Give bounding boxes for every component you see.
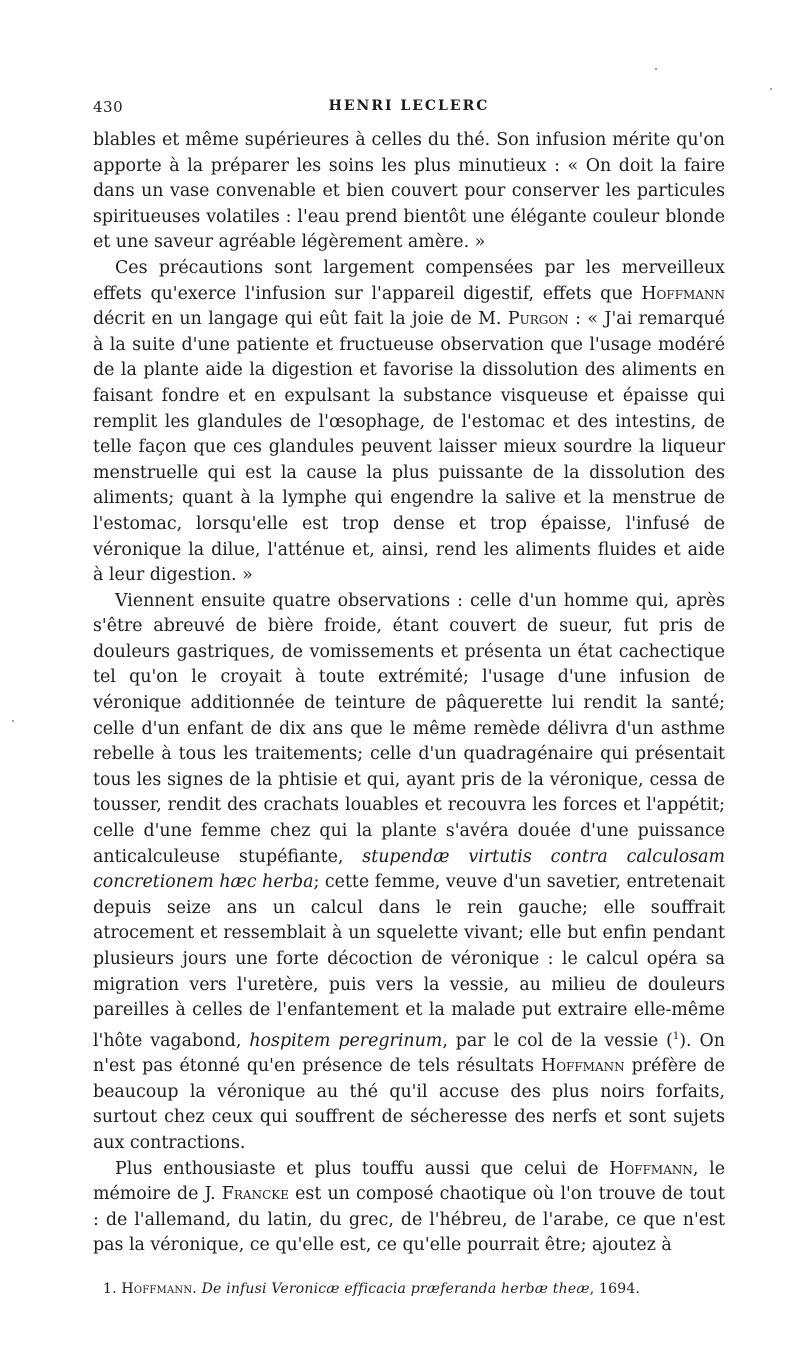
author-name-hoffmann: Hoffmann bbox=[641, 283, 725, 304]
paragraph-3-text-a: Viennent ensuite quatre observations : celle d'un homme qui, après s'être abreuvé de bière froide, étant couvert de sueur, fut pris de douleurs gastriques, de vomissements et présenta un état cachectique tel qu'on le croyait à toute extrémité; l'usage d'une infusion de véronique additionnée de teinture de pâquerette lui rendit la santé; celle d'un enfant de dix ans que le même remède délivra d'un asthme rebelle à tous les traitements; celle d'un quadragénaire qui présentait tous les signes de la phtisie et qui, ayant pris de la véronique, cessa de tousser, rendit des crachats louables et recouvra les forces et l'appétit; celle d'une femme chez qui la plante s'avéra douée d'une puissance anticalculeuse stupéfiante, bbox=[93, 590, 725, 867]
paragraph-3-text-e: préfère de beaucoup la véronique au thé qu'il accuse des plus noirs forfaits, surtout chez ceux qui souffrent de sécheresse des nerfs et sont sujets aux contractions. bbox=[93, 1056, 725, 1153]
paragraph-4 bbox=[93, 1157, 725, 1259]
paragraph-4-text-c: est un composé chaotique où l'on trouve de tout : de l'allemand, du latin, du grec, de l'hébreu, de l'arabe, ce que n'est pas la véronique, ce qu'elle est, ce qu'elle pourrait être; ajoutez à bbox=[93, 1184, 725, 1256]
body-text bbox=[93, 128, 725, 1259]
running-head bbox=[93, 98, 725, 122]
paragraph-3-text-b: ; cette femme, veuve d'un savetier, entretenait depuis seize ans un calcul dans le rein gauche; elle souffrait atrocement et ressemblait à un squelette vivant; elle but enfin pendant plusieurs jours une forte décoction de véronique : le calcul opéra sa migration vers l'uretère, puis vers la vessie, au milieu de douleurs pareilles à celles de l'enfantement et la malade put extraire elle-même l'hôte vagabond, bbox=[93, 872, 725, 1051]
page-number: 430 bbox=[93, 98, 124, 116]
scan-speck bbox=[770, 88, 772, 90]
scan-speck bbox=[655, 68, 657, 70]
paragraph-4-text-a: Plus enthousiaste et plus touffu aussi que celui de bbox=[115, 1158, 610, 1179]
paragraph-2-text-b: décrit en un langage qui eût fait la joie de M. bbox=[93, 309, 508, 330]
footnote-year: , 1694. bbox=[589, 1280, 641, 1297]
book-page bbox=[93, 98, 725, 1299]
footnote-author: Hoffmann. bbox=[121, 1280, 197, 1297]
paragraph-1-text: blables et même supérieures à celles du thé. Son infusion mérite qu'on apporte à la préparer les soins les plus minutieux : « On doit la faire dans un vase convenable et bien couvert pour conserver les particules spiritueuses volatiles : l'eau prend bientôt une élégante couleur blonde et une saveur agréable légèrement amère. » bbox=[93, 130, 725, 253]
footnote-number: 1. bbox=[103, 1280, 117, 1297]
paragraph-2 bbox=[93, 256, 725, 589]
paragraph-3-text-c: , par le col de la vessie ( bbox=[442, 1030, 673, 1051]
footnote-reference: 1 bbox=[672, 1030, 680, 1042]
paragraph-3 bbox=[93, 589, 725, 1157]
paragraph-3-text-d: ). On n'est pas étonné qu'en présence de tels résultats bbox=[93, 1030, 725, 1077]
footnote bbox=[103, 1279, 725, 1299]
latin-phrase: hospitem peregrinum bbox=[249, 1030, 443, 1051]
author-name-hoffmann: Hoffmann bbox=[609, 1158, 693, 1179]
paragraph-2-text-c: : « J'ai remarqué à la suite d'une patiente et fructueuse observation que l'usage modéré de la plante aide la digestion et favorise la dissolution des aliments en faisant fondre et en expulsant la substance visqueuse et épaisse qui remplit les glandules de l'œsophage, de l'estomac et des intestins, de telle façon que ces glandules peuvent laisser mieux sourdre la liqueur menstruelle qui est la cause la plus puissante de la dissolution des aliments; quant à la lymphe qui engendre la salive et la menstrue de l'estomac, lorsqu'elle est trop dense et trop épaisse, l'infusé de véronique la dilue, l'atténue et, ainsi, rend les aliments fluides et aide à leur digestion. » bbox=[93, 309, 725, 586]
footnote-title: De infusi Veronicæ efficacia præferanda herbæ theæ bbox=[201, 1280, 590, 1297]
paragraph-1 bbox=[93, 128, 725, 256]
running-title: HENRI LECLERC bbox=[328, 98, 490, 114]
author-name-francke: Francke bbox=[221, 1184, 290, 1205]
scan-speck bbox=[12, 720, 14, 722]
footnote-separator bbox=[93, 1259, 725, 1279]
author-name-purgon: Purgon bbox=[507, 309, 569, 330]
author-name-hoffmann: Hoffmann bbox=[541, 1056, 625, 1077]
paragraph-4-text-b: , le mémoire de J. bbox=[93, 1158, 725, 1205]
paragraph-2-text-a: Ces précautions sont largement compensées par les merveilleux effets qu'exerce l'infusion sur l'appareil digestif, effets que bbox=[93, 257, 725, 304]
latin-quotation: stupendæ virtutis contra calculosam concretionem hæc herba bbox=[93, 846, 726, 893]
